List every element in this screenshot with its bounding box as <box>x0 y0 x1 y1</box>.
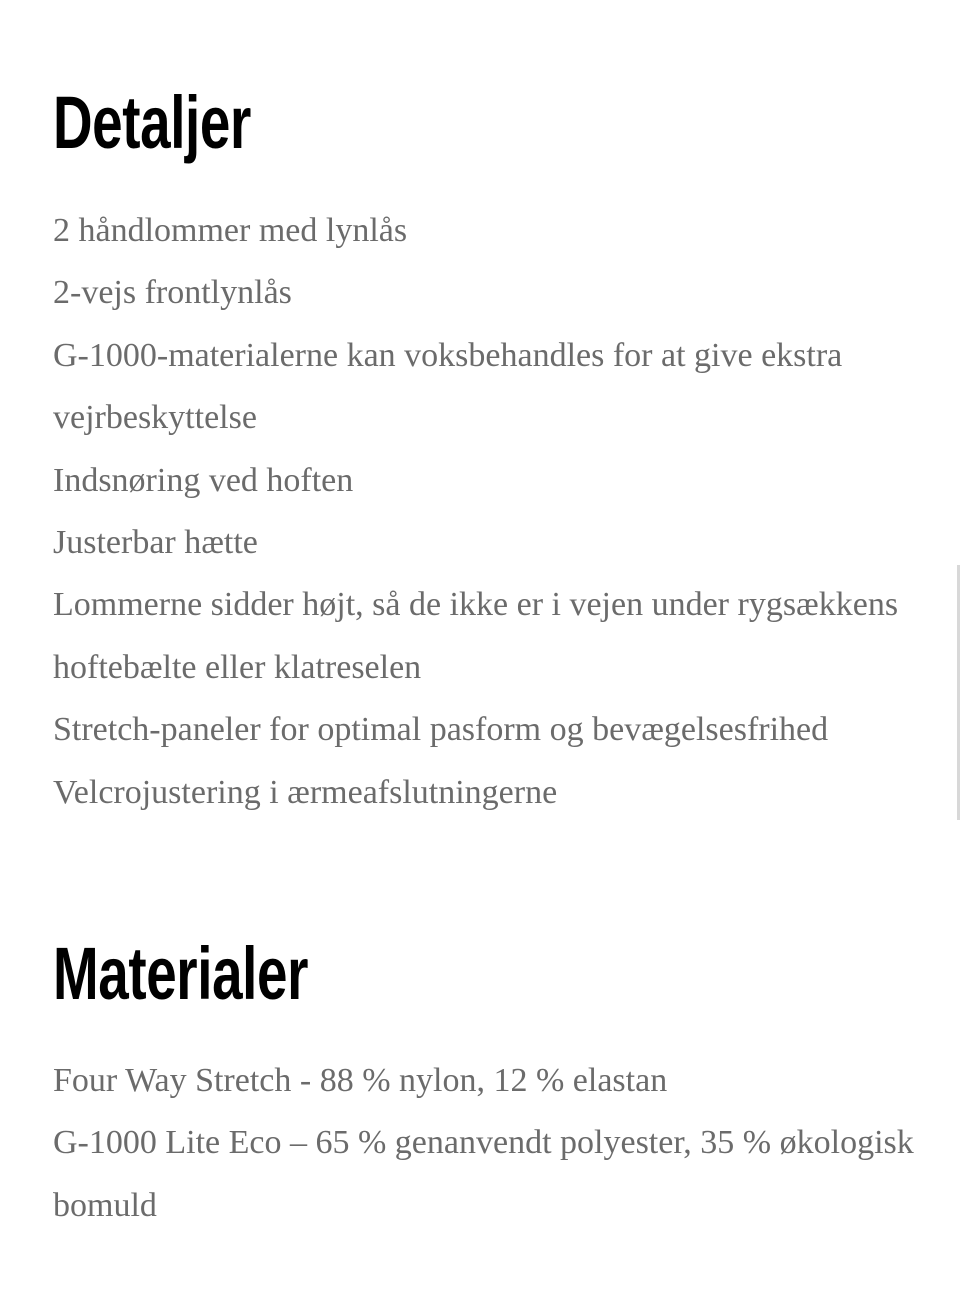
list-item: Four Way Stretch - 88 % nylon, 12 % elastan <box>53 1062 668 1099</box>
list-item: Stretch-paneler for optimal pasform og bevægelsesfrihed <box>53 711 829 749</box>
details-heading: Detaljer <box>53 81 251 164</box>
list-item: Velcrojustering i ærmeafslutningerne <box>53 773 558 811</box>
list-item: Indsnøring ved hoften <box>53 461 354 499</box>
materials-heading: Materialer <box>53 932 309 1015</box>
list-item: 2-vejs frontlynlås <box>53 274 292 312</box>
materials-list <box>53 1050 933 1237</box>
details-list <box>53 200 933 824</box>
list-item: 2 håndlommer med lynlås <box>53 212 408 249</box>
list-item: Justerbar hætte <box>53 524 258 562</box>
list-item: G-1000 Lite Eco – 65 % genanvendt polyester, 35 % økologisk bomuld <box>53 1124 914 1224</box>
list-item: G-1000-materialerne kan voksbehandles for at give ekstra vejrbeskyttelse <box>53 336 843 437</box>
list-item: Lommerne sidder højt, så de ikke er i vejen under rygsækkens hoftebælte eller klatreselen <box>53 586 899 686</box>
